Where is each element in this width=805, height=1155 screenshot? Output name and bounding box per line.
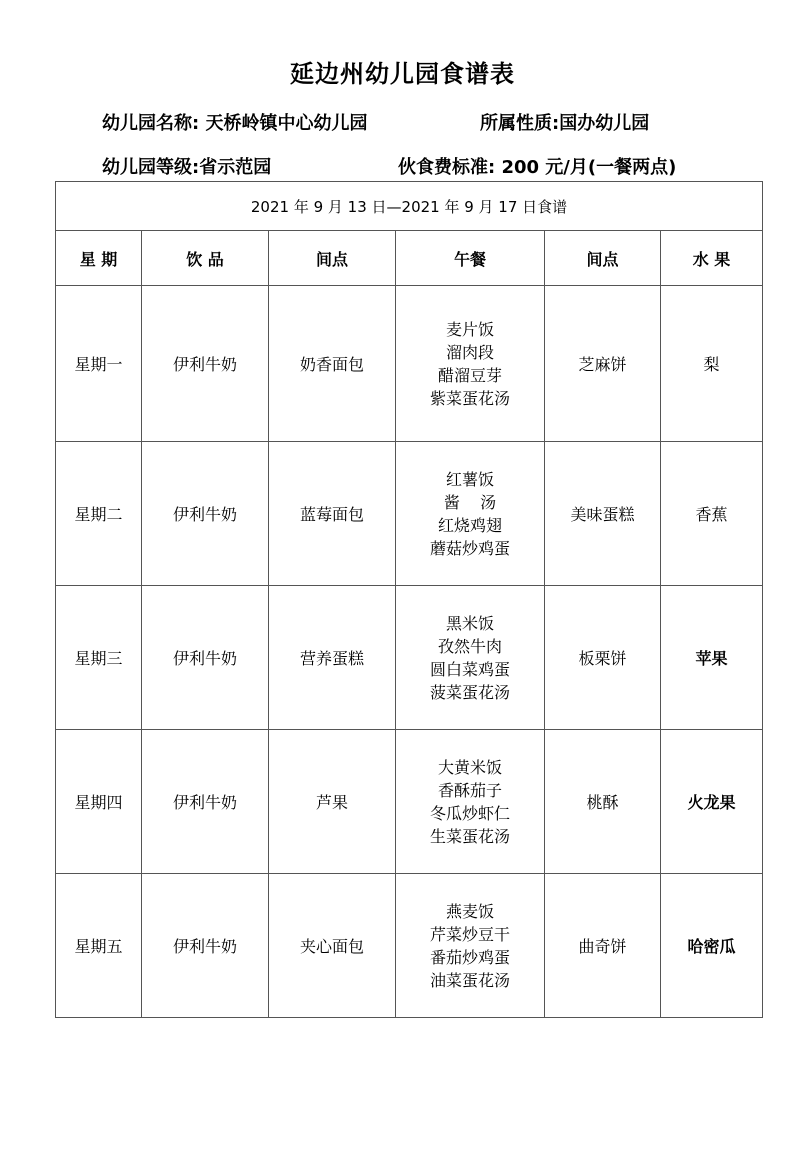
snack1-cell: 营养蛋糕 — [269, 586, 396, 730]
fruit-cell: 香蕉 — [661, 442, 763, 586]
snack1-cell: 奶香面包 — [269, 286, 396, 442]
table-row — [56, 874, 763, 1018]
snack1-cell: 芦果 — [269, 730, 396, 874]
lunch-item: 酱 汤 — [443, 492, 497, 512]
fruit-cell: 梨 — [661, 286, 763, 442]
lunch-item: 醋溜豆芽 — [437, 365, 502, 385]
lunch-item: 芹菜炒豆干 — [429, 924, 510, 944]
fruit-cell: 苹果 — [661, 586, 763, 730]
drink-cell: 伊利牛奶 — [142, 442, 269, 586]
day-cell: 星期三 — [56, 586, 142, 730]
snack2-cell: 桃酥 — [545, 730, 661, 874]
drink-cell: 伊利牛奶 — [142, 586, 269, 730]
day-cell: 星期四 — [56, 730, 142, 874]
snack2-cell: 曲奇饼 — [545, 874, 661, 1018]
lunch-item: 红薯饭 — [445, 469, 494, 489]
lunch-cell — [396, 730, 545, 874]
lunch-cell — [396, 286, 545, 442]
header-drink: 饮 品 — [142, 231, 269, 286]
lunch-item: 蘑菇炒鸡蛋 — [429, 538, 510, 558]
lunch-item: 黑米饭 — [445, 613, 494, 633]
snack2-cell: 美味蛋糕 — [545, 442, 661, 586]
lunch-item: 生菜蛋花汤 — [429, 826, 510, 846]
header-snack-1: 间点 — [269, 231, 396, 286]
kindergarten-name: 幼儿园名称: 天桥岭镇中心幼儿园 — [102, 113, 368, 134]
fruit-cell: 哈密瓜 — [661, 874, 763, 1018]
snack2-cell: 板栗饼 — [545, 586, 661, 730]
lunch-item: 圆白菜鸡蛋 — [429, 659, 510, 679]
kindergarten-nature: 所属性质:国办幼儿园 — [480, 113, 650, 134]
fruit-cell: 火龙果 — [661, 730, 763, 874]
lunch-cell — [396, 586, 545, 730]
lunch-item: 番茄炒鸡蛋 — [429, 947, 510, 967]
header-row — [56, 231, 763, 286]
snack1-cell: 夹心面包 — [269, 874, 396, 1018]
drink-cell: 伊利牛奶 — [142, 874, 269, 1018]
lunch-item: 溜肉段 — [445, 342, 494, 362]
table-row — [56, 586, 763, 730]
drink-cell: 伊利牛奶 — [142, 286, 269, 442]
header-day: 星 期 — [56, 231, 142, 286]
drink-cell: 伊利牛奶 — [142, 730, 269, 874]
day-cell: 星期五 — [56, 874, 142, 1018]
lunch-cell — [396, 442, 545, 586]
menu-period: 2021 年 9 月 13 日—2021 年 9 月 17 日食谱 — [56, 182, 763, 231]
snack2-cell: 芝麻饼 — [545, 286, 661, 442]
table-row — [56, 730, 763, 874]
lunch-item: 麦片饭 — [445, 319, 494, 339]
header-lunch: 午餐 — [396, 231, 545, 286]
lunch-item: 大黄米饭 — [437, 757, 502, 777]
lunch-item: 菠菜蛋花汤 — [429, 682, 510, 702]
table-row — [56, 286, 763, 442]
lunch-item: 紫菜蛋花汤 — [429, 388, 510, 408]
snack1-cell: 蓝莓面包 — [269, 442, 396, 586]
lunch-item: 香酥茄子 — [437, 780, 502, 800]
day-cell: 星期二 — [56, 442, 142, 586]
day-cell: 星期一 — [56, 286, 142, 442]
lunch-item: 冬瓜炒虾仁 — [429, 803, 510, 823]
lunch-item: 油菜蛋花汤 — [429, 970, 510, 990]
lunch-cell — [396, 874, 545, 1018]
lunch-item: 红烧鸡翅 — [437, 515, 502, 535]
header-snack-2: 间点 — [545, 231, 661, 286]
lunch-item: 燕麦饭 — [445, 901, 494, 921]
lunch-item: 孜然牛肉 — [437, 636, 502, 656]
table-row — [56, 442, 763, 586]
header-fruit: 水 果 — [661, 231, 763, 286]
page-title: 延边州幼儿园食谱表 — [290, 60, 515, 88]
menu-table — [55, 181, 763, 1018]
meal-fee-standard: 伙食费标准: 200 元/月(一餐两点) — [398, 157, 677, 178]
kindergarten-level: 幼儿园等级:省示范园 — [102, 157, 272, 178]
